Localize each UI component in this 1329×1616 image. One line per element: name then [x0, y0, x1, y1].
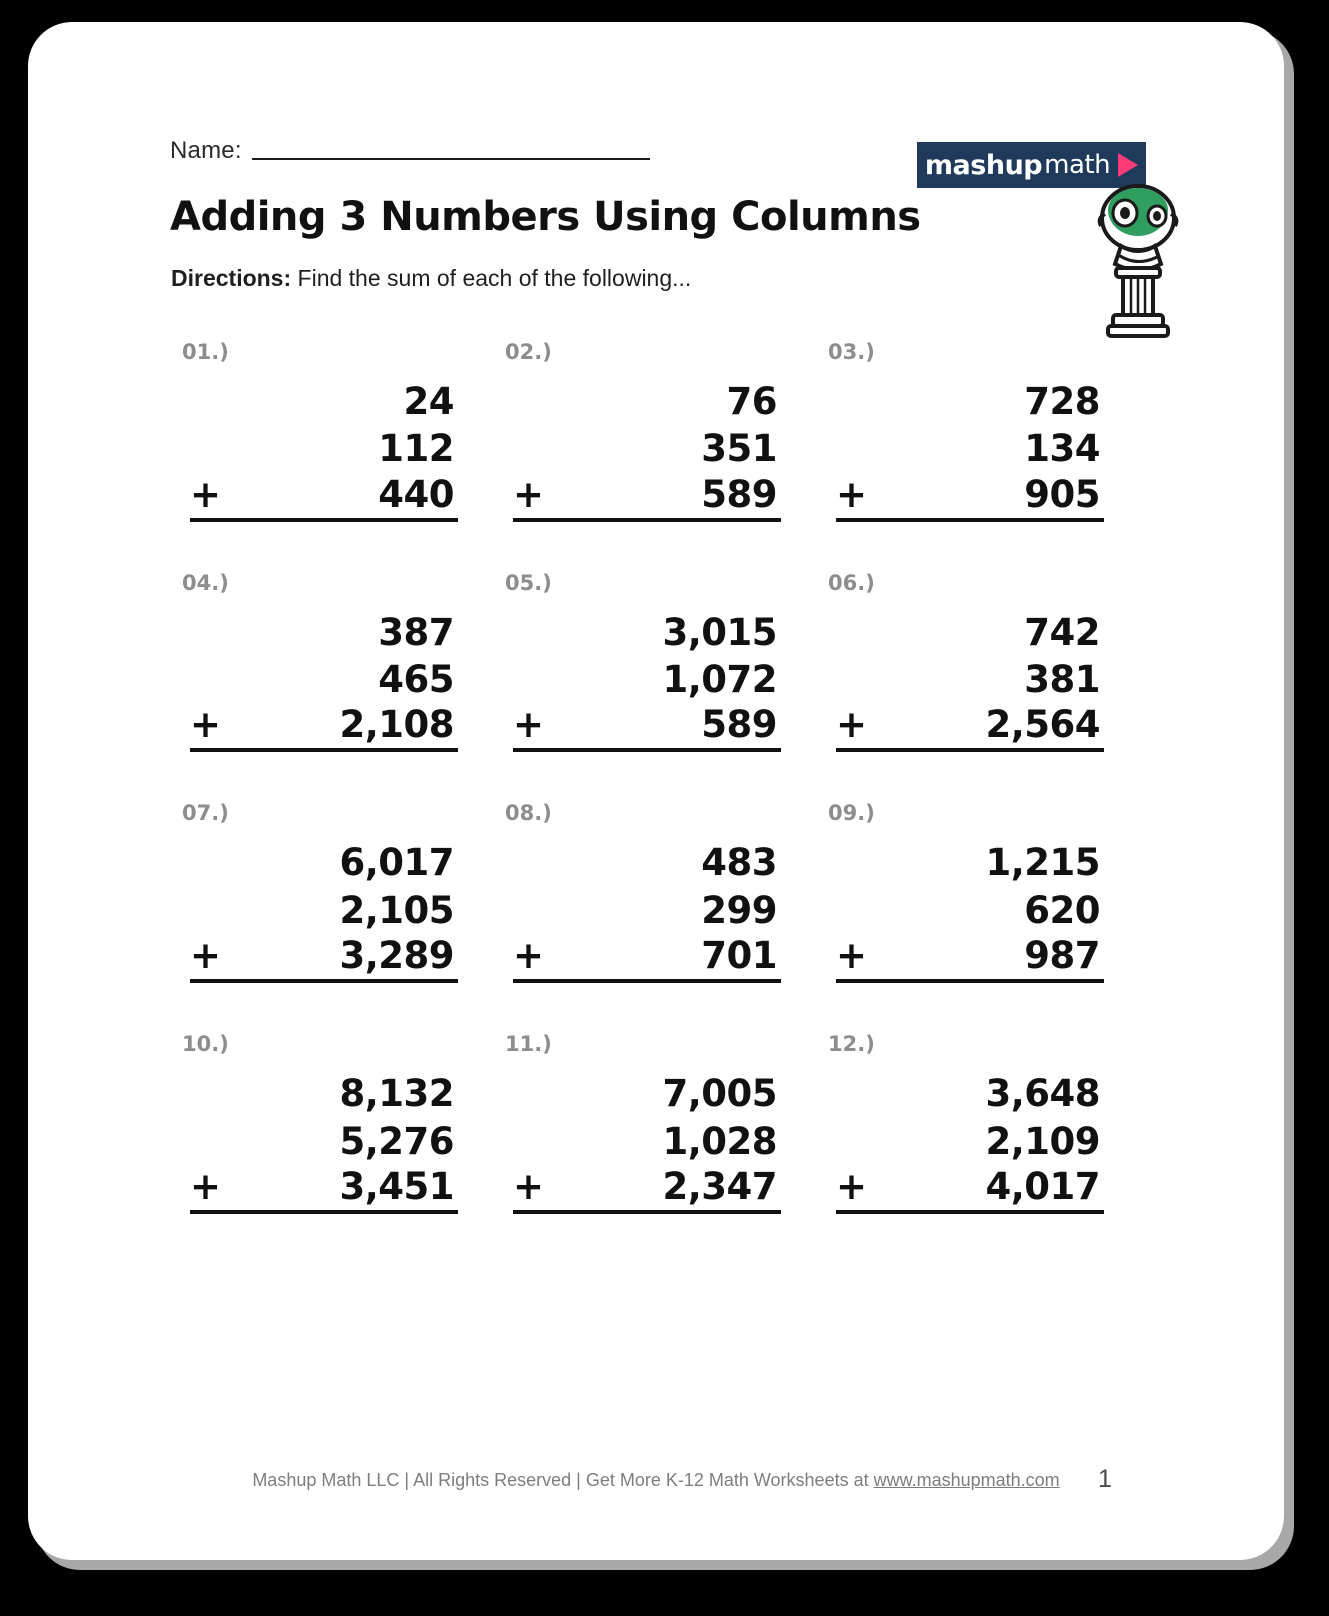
- addend-with-operator: [513, 703, 781, 752]
- page-number: 1: [1098, 1465, 1112, 1493]
- addend: 3,648: [985, 1072, 1100, 1116]
- addend: 987: [1024, 934, 1100, 978]
- addend: 6,017: [339, 841, 454, 885]
- addend: 3,015: [662, 610, 777, 654]
- directions: [171, 265, 691, 292]
- logo-word-mashup: mashup: [924, 149, 1043, 181]
- plus-operator: +: [513, 1164, 545, 1208]
- addend-with-operator: [513, 473, 781, 522]
- question-number: 04.): [182, 570, 229, 595]
- addend-with-operator: [836, 934, 1104, 983]
- addend-with-operator: [836, 473, 1104, 522]
- name-label: Name:: [170, 137, 242, 164]
- question-number: 09.): [828, 801, 875, 826]
- plus-operator: +: [190, 1164, 222, 1208]
- problem-cell: [816, 1032, 1139, 1214]
- addend: 2,109: [985, 1119, 1100, 1163]
- plus-operator: +: [513, 703, 545, 747]
- addend-with-operator: [836, 703, 1104, 752]
- addend-with-operator: [836, 1165, 1104, 1214]
- logo-word-math: math: [1044, 150, 1111, 180]
- footer-link[interactable]: www.mashupmath.com: [873, 1470, 1060, 1490]
- plus-operator: +: [190, 934, 222, 978]
- plus-operator: +: [190, 472, 222, 516]
- problem-cell: [170, 1032, 493, 1214]
- problem-cell: [170, 801, 493, 983]
- question-number: 01.): [182, 340, 229, 364]
- addend-with-operator: [190, 934, 458, 983]
- problem-row: [170, 801, 1170, 983]
- addend: 742: [1024, 610, 1100, 654]
- question-number: 06.): [828, 570, 875, 595]
- addend: 1,028: [662, 1119, 777, 1163]
- column-addition-problem: [190, 839, 458, 983]
- addend: 5,276: [339, 1119, 454, 1163]
- column-addition-problem: [513, 609, 781, 753]
- addend: 620: [1024, 888, 1100, 932]
- problem-cell: [816, 801, 1139, 983]
- plus-operator: +: [836, 472, 868, 516]
- robot-mascot-icon: [1083, 180, 1193, 340]
- addend: 387: [378, 610, 454, 654]
- addend: 381: [1024, 658, 1100, 702]
- plus-operator: +: [836, 703, 868, 747]
- addend: 8,132: [339, 1072, 454, 1116]
- footer: [28, 1470, 1284, 1491]
- plus-operator: +: [190, 703, 222, 747]
- problem-cell: [493, 340, 816, 522]
- column-addition-problem: [513, 378, 781, 522]
- question-number: 11.): [505, 1032, 552, 1057]
- problem-cell: [816, 340, 1139, 522]
- column-addition-problem: [836, 609, 1104, 753]
- addend: 701: [701, 934, 777, 978]
- question-number: 05.): [505, 570, 552, 595]
- addend: 440: [378, 472, 454, 516]
- directions-label: Directions:: [171, 265, 292, 291]
- column-addition-problem: [513, 1070, 781, 1214]
- column-addition-problem: [836, 1070, 1104, 1214]
- plus-operator: +: [513, 934, 545, 978]
- addend: 2,108: [339, 703, 454, 747]
- problem-row: [170, 340, 1170, 522]
- addend: 483: [701, 841, 777, 885]
- plus-operator: +: [836, 934, 868, 978]
- problem-row: [170, 571, 1170, 753]
- footer-text: Mashup Math LLC | All Rights Reserved | Get More K-12 Math Worksheets at: [252, 1470, 874, 1490]
- addend: 7,005: [662, 1072, 777, 1116]
- plus-operator: +: [513, 472, 545, 516]
- addend: 299: [701, 888, 777, 932]
- addend: 134: [1024, 427, 1100, 471]
- problem-cell: [493, 571, 816, 753]
- question-number: 03.): [828, 340, 875, 364]
- directions-text: Find the sum of each of the following...: [291, 265, 692, 291]
- problem-cell: [170, 571, 493, 753]
- addend: 24: [403, 380, 454, 423]
- name-input-line[interactable]: [252, 158, 650, 160]
- question-number: 02.): [505, 340, 552, 364]
- name-field-row: [170, 137, 650, 165]
- column-addition-problem: [190, 609, 458, 753]
- addend: 589: [701, 703, 777, 747]
- question-number: 07.): [182, 801, 229, 826]
- addend: 351: [701, 427, 777, 471]
- addend: 2,105: [339, 888, 454, 932]
- addend-with-operator: [513, 934, 781, 983]
- addend: 3,289: [339, 934, 454, 978]
- worksheet-page: [28, 22, 1284, 1560]
- addend: 2,347: [662, 1164, 777, 1208]
- column-addition-problem: [836, 378, 1104, 522]
- problems-grid: [170, 340, 1170, 1263]
- column-addition-problem: [190, 1070, 458, 1214]
- addend: 4,017: [985, 1164, 1100, 1208]
- column-addition-problem: [513, 839, 781, 983]
- question-number: 10.): [182, 1032, 229, 1057]
- problem-cell: [493, 1032, 816, 1214]
- addend-with-operator: [190, 1165, 458, 1214]
- play-triangle-icon: [1118, 153, 1138, 177]
- addend: 1,215: [985, 841, 1100, 885]
- column-addition-problem: [836, 839, 1104, 983]
- problem-cell: [493, 801, 816, 983]
- addend: 112: [378, 427, 454, 471]
- addend-with-operator: [190, 473, 458, 522]
- problem-cell: [170, 340, 493, 522]
- addend: 2,564: [985, 703, 1100, 747]
- question-number: 08.): [505, 801, 552, 826]
- addend: 3,451: [339, 1164, 454, 1208]
- problem-cell: [816, 571, 1139, 753]
- addend: 728: [1024, 380, 1100, 423]
- column-addition-problem: [190, 378, 458, 522]
- page-title: Adding 3 Numbers Using Columns: [170, 194, 921, 240]
- question-number: 12.): [828, 1032, 875, 1057]
- addend-with-operator: [190, 703, 458, 752]
- addend: 465: [378, 658, 454, 702]
- addend: 1,072: [662, 658, 777, 702]
- addend-with-operator: [513, 1165, 781, 1214]
- problem-row: [170, 1032, 1170, 1214]
- addend: 905: [1024, 472, 1100, 516]
- plus-operator: +: [836, 1164, 868, 1208]
- addend: 76: [726, 380, 777, 423]
- addend: 589: [701, 472, 777, 516]
